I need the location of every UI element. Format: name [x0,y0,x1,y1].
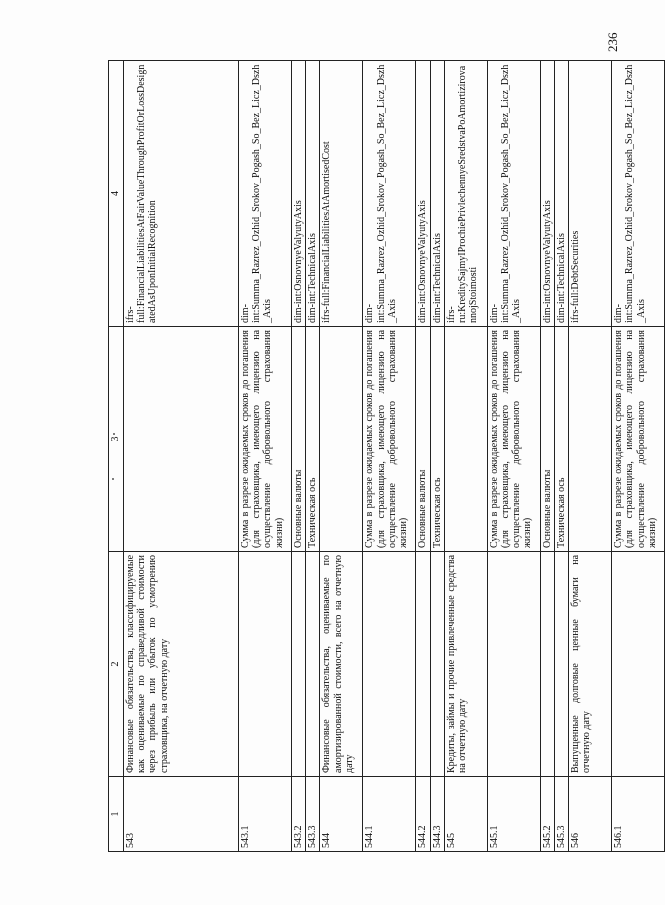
header-col-1: 1 [109,777,124,852]
row-name: Выпущенные долговые ценные бумаги на отчетную дату [569,551,612,776]
row-element: dim-int:Summa_Razrez_Ozhid_Srokov_Pogash_So_Bez_Licz_Dszh_Axis [363,61,416,327]
row-element: dim-int:Summa_Razrez_Ozhid_Srokov_Pogash_So_Bez_Licz_Dszh_Axis [239,61,292,327]
row-name [416,551,430,776]
table-row [292,61,306,852]
row-code: 543.1 [239,777,292,852]
row-code: 545.2 [540,777,554,852]
row-desc: Техническая ось [430,326,444,551]
row-name [612,551,665,776]
row-desc: Основные валюты [292,326,306,551]
row-code: 545.1 [487,777,540,852]
row-name [239,551,292,776]
table-row [239,61,292,852]
row-code: 543 [124,777,239,852]
row-element: dim-int:Summa_Razrez_Ozhid_Srokov_Pogash_So_Bez_Licz_Dszh_Axis [612,61,665,327]
row-element: ifrs-full:FinancialLiabilitiesAtFairValueThroughProfitOrLossDesignatedAsUponInitialRecognition [124,61,239,327]
row-element: dim-int:TechnicalAxis [554,61,568,327]
row-name [540,551,554,776]
row-code: 546.1 [612,777,665,852]
table-row [569,61,612,852]
table-row [363,61,416,852]
row-element: ifrs-full:DebtSecurities [569,61,612,327]
data-table [108,60,665,852]
row-name: Финансовые обязательства, оцениваемые по амортизированной стоимости, всего на отчетную дату [320,551,363,776]
table-header-row [109,61,124,852]
row-element: dim-int:TechnicalAxis [306,61,320,327]
row-element: dim-int:OsnovnyeValyutyAxis [540,61,554,327]
row-desc: Сумма в разрезе ожидаемых сроков до погашения (для страховщика, имеющего лицензию на осуществление добровольного страхования жизни) [487,326,540,551]
table-row [540,61,554,852]
row-name [363,551,416,776]
header-col-2: 2 [109,551,124,776]
row-code: 544.1 [363,777,416,852]
row-code: 544 [320,777,363,852]
table-row [554,61,568,852]
page-number: 236 [605,32,620,52]
row-desc: Сумма в разрезе ожидаемых сроков до погашения (для страховщика, имеющего лицензию на осуществление добровольного страхования жизни) [239,326,292,551]
row-desc: Техническая ось [306,326,320,551]
table-row [487,61,540,852]
row-desc: Сумма в разрезе ожидаемых сроков до погашения (для страховщика, имеющего лицензию на осуществление добровольного страхования жизни) [612,326,665,551]
row-desc: Основные валюты [540,326,554,551]
header-col-3: 3 [109,326,124,551]
row-name [430,551,444,776]
table-row [430,61,444,852]
rotated-table-wrapper [108,60,658,852]
row-name [487,551,540,776]
row-code: 544.2 [416,777,430,852]
table-row [444,61,487,852]
row-element: dim-int:OsnovnyeValyutyAxis [292,61,306,327]
row-name [554,551,568,776]
row-name: Кредиты, займы и прочие привлеченные средства на отчетную дату [444,551,487,776]
table-row [612,61,665,852]
table-row [124,61,239,852]
table-row [320,61,363,852]
row-desc [320,326,363,551]
row-element: ifrs-full:FinancialLiabilitiesAtAmortisedCost [320,61,363,327]
row-desc [569,326,612,551]
row-desc [444,326,487,551]
row-name [292,551,306,776]
row-desc: Техническая ось [554,326,568,551]
header-col-4: 4 [109,61,124,327]
table-row [416,61,430,852]
row-element: dim-int:TechnicalAxis [430,61,444,327]
row-desc: Сумма в разрезе ожидаемых сроков до погашения (для страховщика, имеющего лицензию на осуществление добровольного страхования жизни) [363,326,416,551]
row-code: 546 [569,777,612,852]
row-code: 543.3 [306,777,320,852]
table-row [306,61,320,852]
row-code: 545.3 [554,777,568,852]
row-name [306,551,320,776]
row-code: 545 [444,777,487,852]
row-desc [124,326,239,551]
row-code: 543.2 [292,777,306,852]
row-code: 544.3 [430,777,444,852]
row-element: ifrs-ru:KreditySajmyIProchiePrivlechennyeSredstvaPoAmortizirovannojStoimosti [444,61,487,327]
row-desc: Основные валюты [416,326,430,551]
row-element: dim-int:Summa_Razrez_Ozhid_Srokov_Pogash_So_Bez_Licz_Dszh_Axis [487,61,540,327]
row-element: dim-int:OsnovnyeValyutyAxis [416,61,430,327]
row-name: Финансовые обязательства, классифицируемые как оцениваемые по справедливой стоимости через прибыль или убыток по усмотрению страховщика, на отчетную дату [124,551,239,776]
